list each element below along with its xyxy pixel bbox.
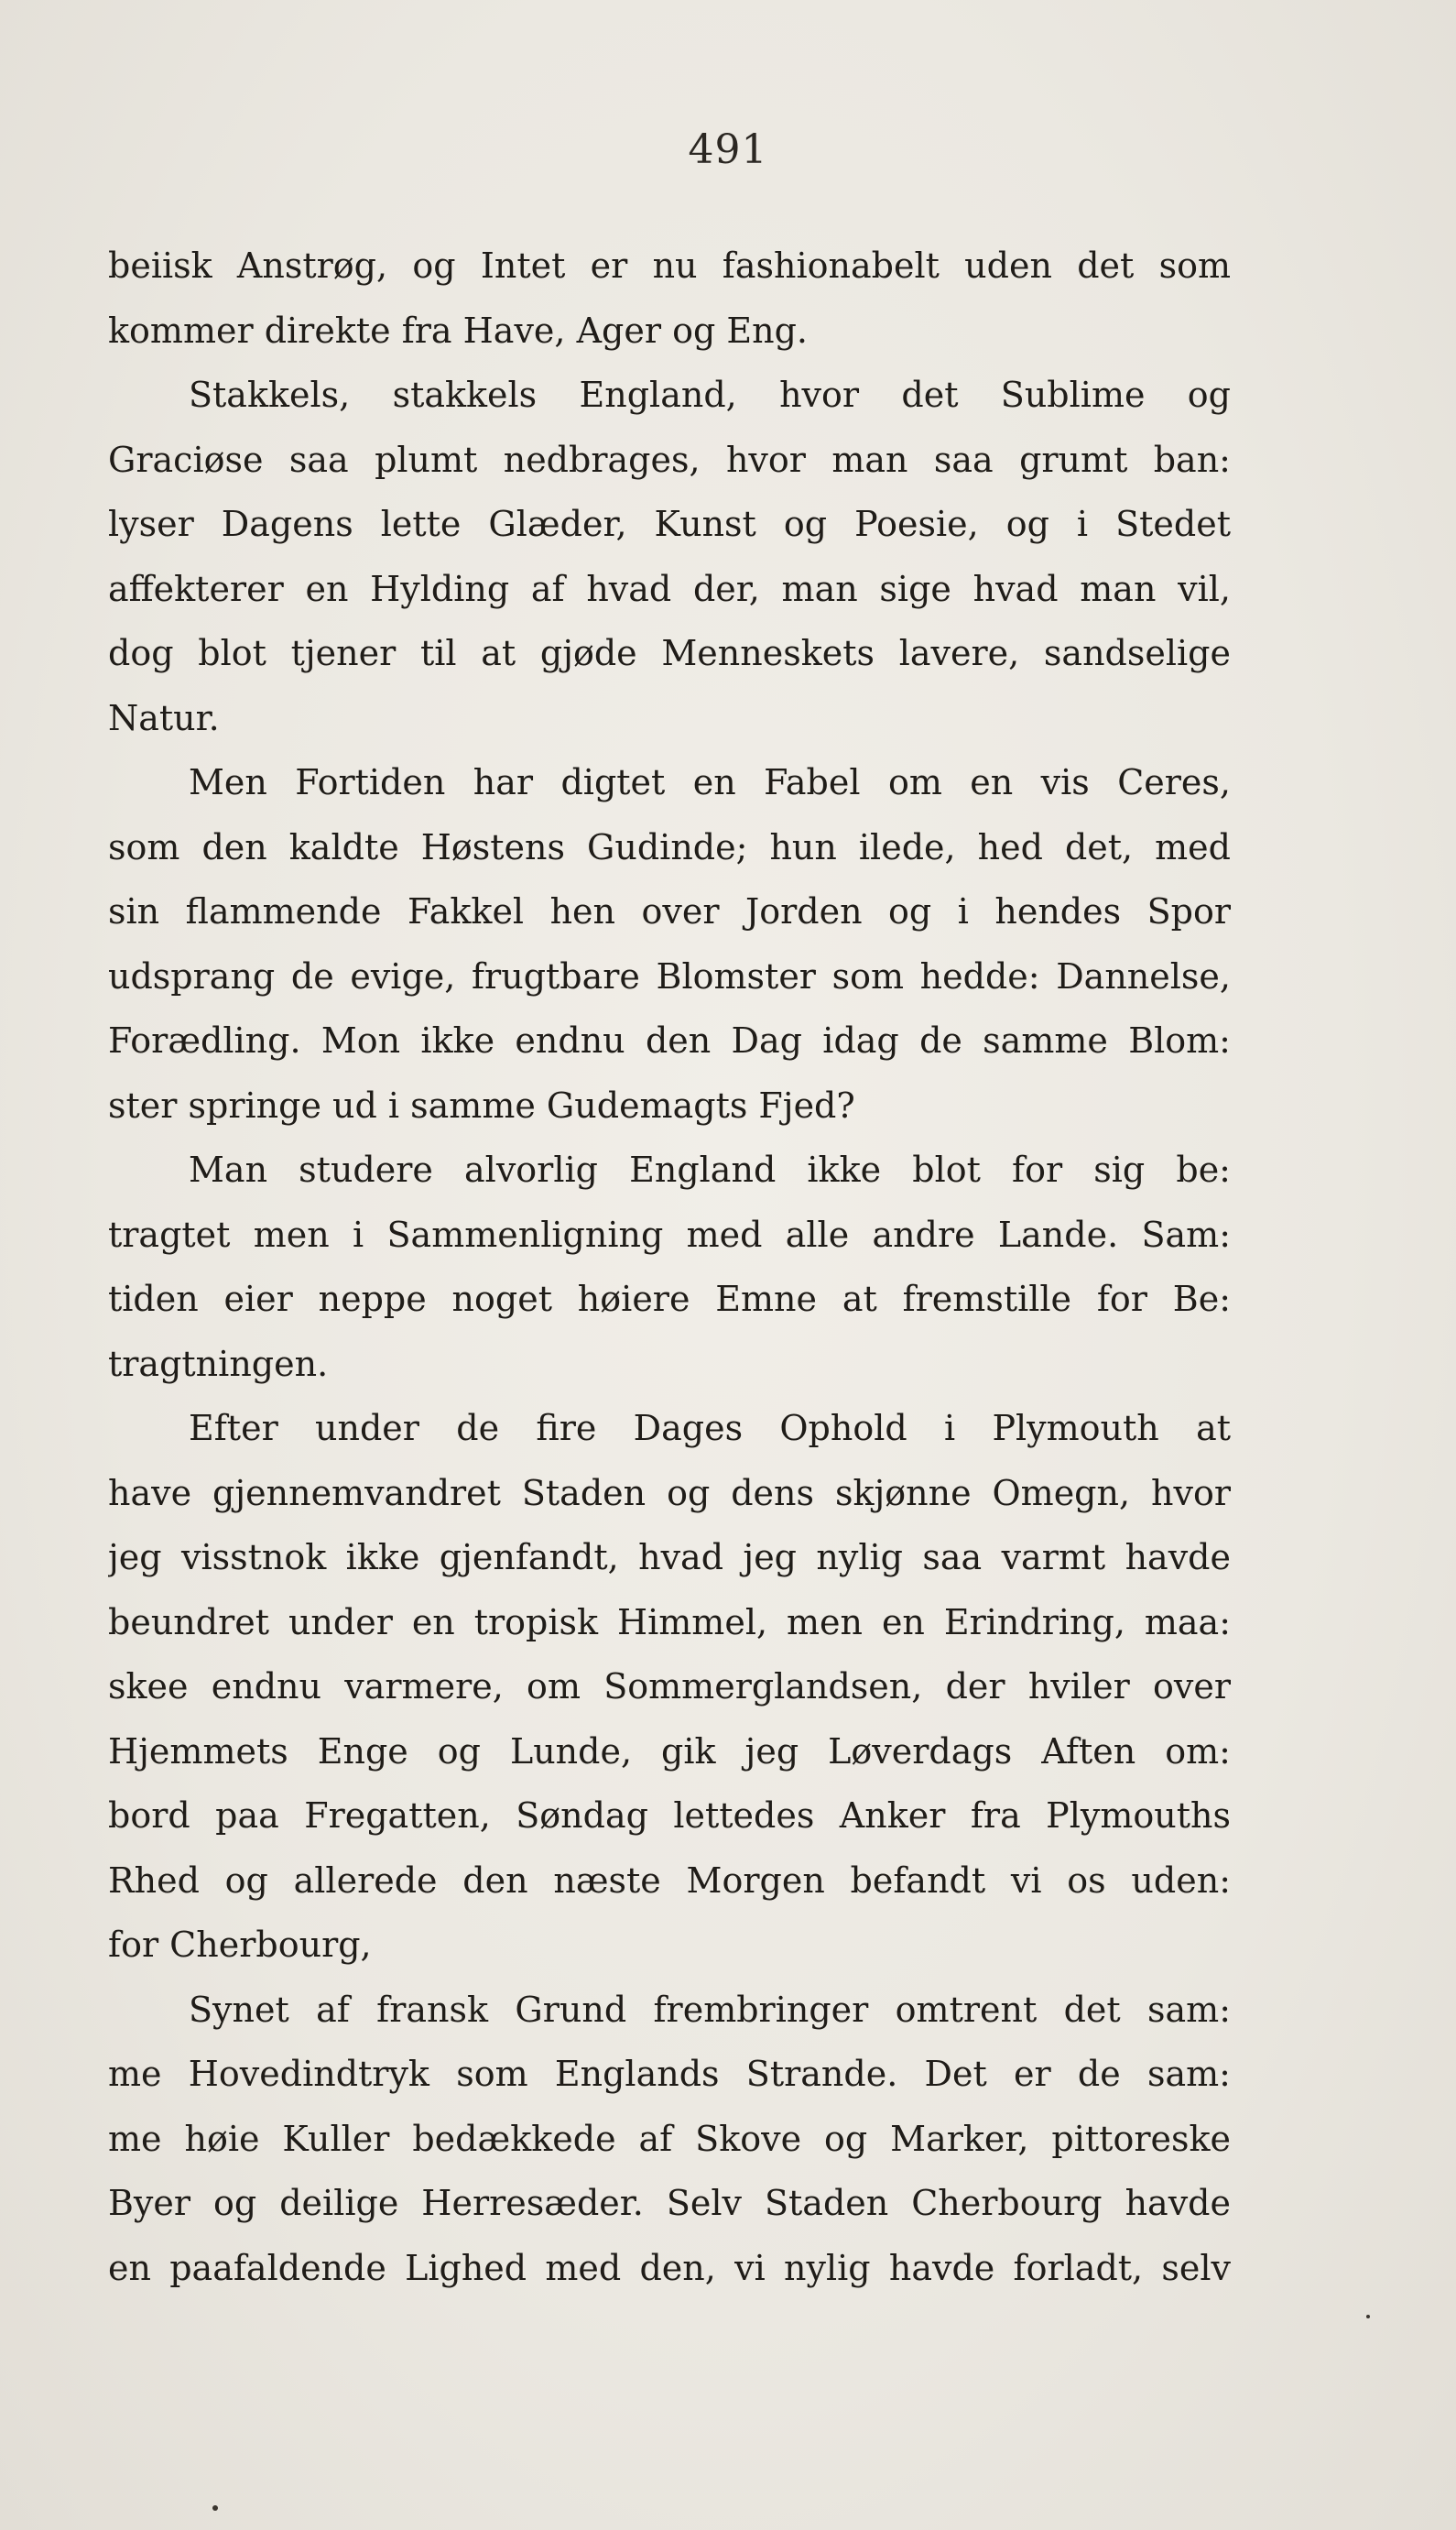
- text-line: Graciøse saa plumt nedbrages, hvor man saa grumt ban:: [108, 439, 1231, 480]
- text-line: Stakkels, stakkels England, hvor det Sublime og: [189, 375, 1231, 415]
- text-line: for Cherbourg,: [108, 1925, 372, 1965]
- text-line: Man studere alvorlig England ikke blot for sig be:: [189, 1150, 1231, 1190]
- text-line: Synet af fransk Grund frembringer omtrent det sam:: [189, 1989, 1231, 2030]
- page-number: 491: [688, 126, 768, 173]
- text-line: lyser Dagens lette Glæder, Kunst og Poesie, og i Stedet: [108, 504, 1231, 544]
- text-line: Hjemmets Enge og Lunde, gik jeg Løverdags Aften om:: [108, 1730, 1231, 1772]
- text-line: som den kaldte Høstens Gudinde; hun ilede, hed det, med: [108, 826, 1231, 867]
- text-line: tragtet men i Sammenligning med alle andre Lande. Sam:: [108, 1214, 1231, 1255]
- text-line: beundret under en tropisk Himmel, men en Erindring, maa:: [108, 1601, 1231, 1642]
- text-line: me høie Kuller bedækkede af Skove og Marker, pittoreske: [108, 2118, 1231, 2159]
- text-line: udsprang de evige, frugtbare Blomster som hedde: Dannelse,: [108, 955, 1231, 997]
- text-line: Efter under de fire Dages Ophold i Plymouth at: [189, 1408, 1231, 1448]
- page-speck: [1366, 2315, 1370, 2318]
- text-line: me Hovedindtryk som Englands Strande. Det er de sam:: [108, 2054, 1231, 2094]
- page-speck: [212, 2505, 218, 2511]
- text-line: Forædling. Mon ikke endnu den Dag idag de samme Blom:: [108, 1020, 1231, 1061]
- text-line: en paafaldende Lighed med den, vi nylig havde forladt, selv: [108, 2247, 1231, 2288]
- text-line: beiisk Anstrøg, og Intet er nu fashionabelt uden det som: [108, 245, 1231, 286]
- text-line: Rhed og allerede den næste Morgen befandt vi os uden:: [108, 1859, 1231, 1901]
- text-line: sin flammende Fakkel hen over Jorden og i hendes Spor: [108, 891, 1231, 932]
- text-line: tiden eier neppe noget høiere Emne at fremstille for Be:: [108, 1279, 1231, 1319]
- text-line: have gjennemvandret Staden og dens skjønne Omegn, hvor: [108, 1472, 1231, 1513]
- text-line: jeg visstnok ikke gjenfandt, hvad jeg nylig saa varmt havde: [108, 1537, 1231, 1577]
- text-line: kommer direkte fra Have, Ager og Eng.: [108, 310, 808, 351]
- text-line: ster springe ud i samme Gudemagts Fjed?: [108, 1085, 855, 1126]
- text-line: skee endnu varmere, om Sommerglandsen, der hviler over: [108, 1666, 1231, 1707]
- text-line: dog blot tjener til at gjøde Menneskets lavere, sandselige: [108, 633, 1231, 673]
- text-line: Natur.: [108, 697, 220, 738]
- text-line: tragtningen.: [108, 1343, 329, 1384]
- text-line: affekterer en Hylding af hvad der, man sige hvad man vil,: [108, 568, 1231, 609]
- body-text: [108, 234, 1231, 2300]
- text-line: bord paa Fregatten, Søndag lettedes Anker fra Plymouths: [108, 1795, 1231, 1836]
- text-line: Men Fortiden har digtet en Fabel om en vis Ceres,: [189, 762, 1231, 802]
- text-line: Byer og deilige Herresæder. Selv Staden Cherbourg havde: [108, 2183, 1231, 2223]
